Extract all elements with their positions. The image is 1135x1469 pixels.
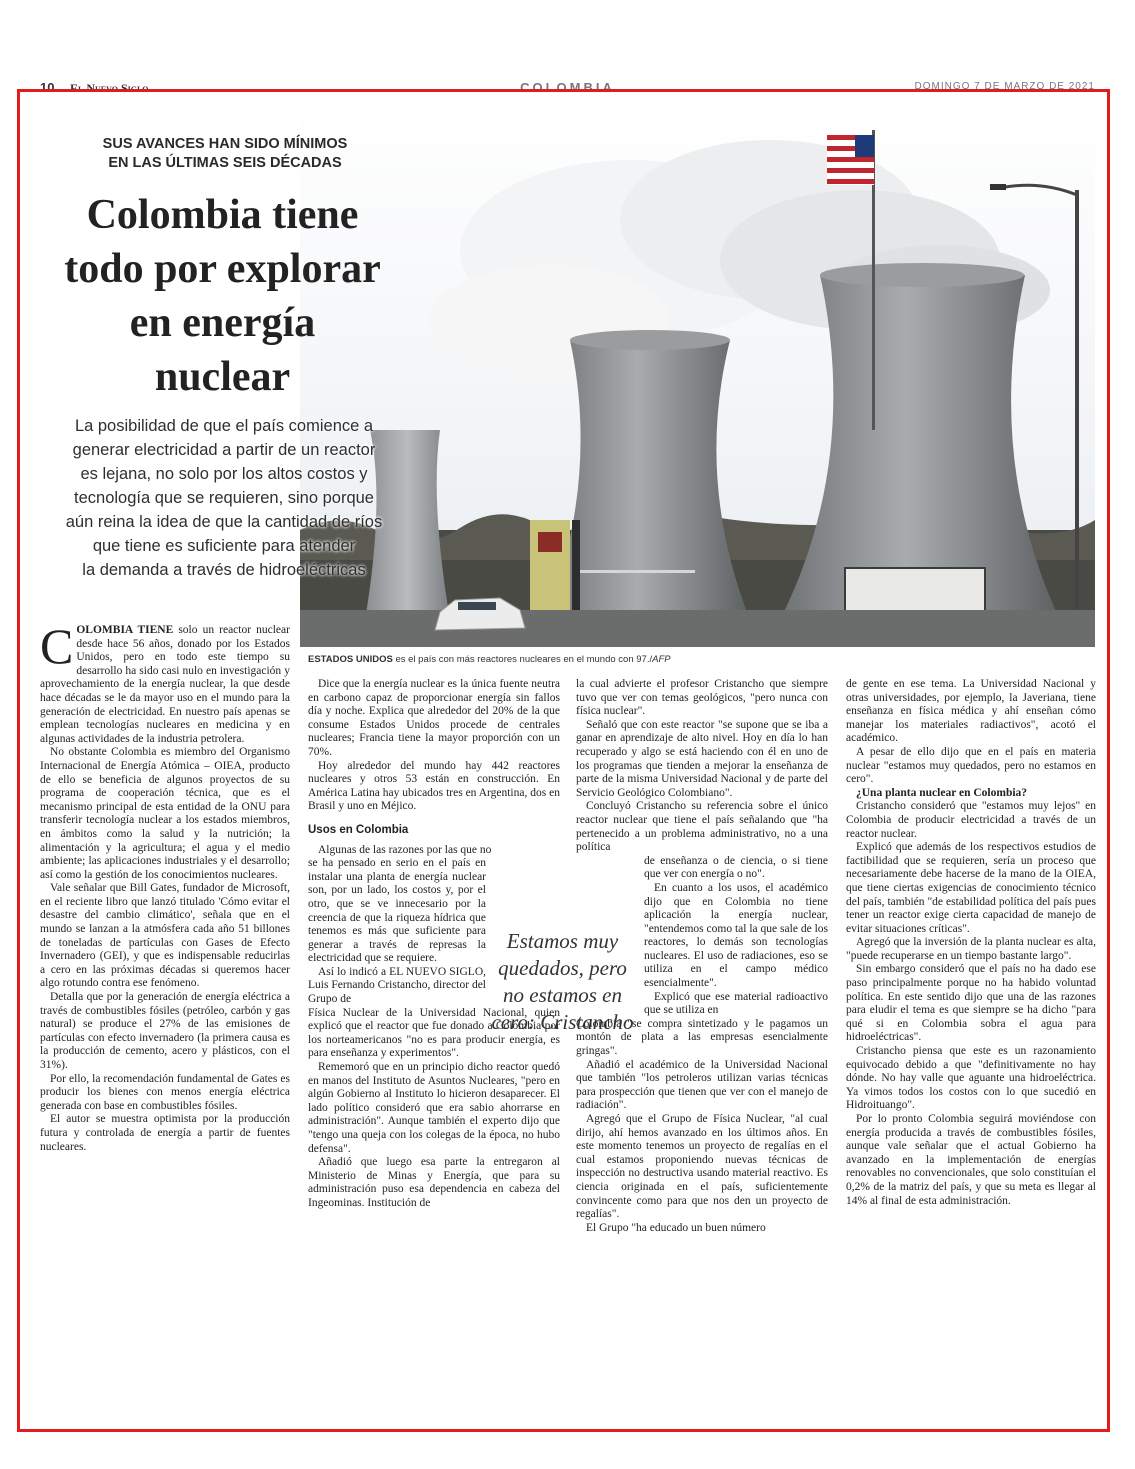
paragraph: Hoy alrededor del mundo hay 442 reactores nucleares y otros 53 están en construcción. En América Latina hay ubicados tres en Argentina, dos en Brasil y uno en Méjico. [308,759,560,813]
paragraph: la cual advierte el profesor Cristancho que siempre tuvo que ver con temas geológicos, "pero nunca con física nuclear". [576,678,828,718]
kicker-line-2: EN LAS ÚLTIMAS SEIS DÉCADAS [108,155,342,171]
lede-line: es lejana, no solo por los altos costos y [80,465,368,483]
highlight-frame [17,89,1110,1432]
lede-line: la demanda a través de hidroeléctricas [82,561,366,579]
paragraph: Añadió que luego esa parte la entregaron al Ministerio de Minas y Energía, que para su administración puso esa dependencia en cabeza del Ingeominas. Institución de [308,1156,560,1209]
paragraph: Rememoró que en un principio dicho reactor quedó en manos del Instituto de Asuntos Nucleares, "pero en algún Gobierno al Instituto lo hicieron desaparecer. El lado político consideró que era sabio ahorrarse en administración". Aunque también el experto dijo que "tengo una queja con los colegas de la época, no hubo defensa". [308,1061,560,1155]
lede-line: que tiene es suficiente para atender [92,537,356,555]
caption-credit: AFP [652,654,671,665]
paragraph: Agregó que el Grupo de Física Nuclear, "al cual dirijo, ahí hemos avanzado en los últimos años. En este momento tenemos un proyecto de regalías en el cual estamos proponiendo nuevas técnicas de inspección no destructiva usando material reactivo. Es ciencia originada en el país, suficientemente convincente como para que nos den un proyecto de regalías". [576,1113,828,1221]
issue-date: DOMINGO 7 DE MARZO DE 2021 [914,81,1095,92]
paragraph: No obstante Colombia es miembro del Organismo Internacional de Energía Atómica – OIEA, producto de ello se beneficia de algunos proyectos de su programa de cooperación técnica, que es el mecanismo principal de esta entidad de la ONU para transferir tecnología nuclear a los estados miembros, en ámbitos como la salud y la nutrición; la alimentación y la agricultura; el agua y el medio ambiente; las aplicaciones industriales y el desarrollo; así como la gestión de los conocimientos nucleares. [40,746,290,881]
newspaper-name: El Nuevo Siglo [70,81,149,95]
drop-cap: C [40,618,74,674]
lede-line: generar electricidad a partir de un reactor [72,441,376,459]
page-number: 10 [40,80,55,95]
paragraph: Explicó que además de los respectivos estudios de factibilidad que se requieren, sería un proceso que necesariamente debe hacerse de la mano de la OIEA, que tiene ciertas exigencias de conocimiento técnico del país, también "de estabilidad política del país pues tener un reactor exige cierta capacidad de manejo de evitar situaciones críticas". [846,841,1096,935]
paragraph: Así lo indicó a EL NUEVO SIGLO, Luis Fernando Cristancho, director del Grupo de [308,965,486,1006]
lede-line: tecnología que se requieren, sino porque [74,489,374,507]
subheading: ¿Una planta nuclear en Colombia? [856,786,1028,799]
paragraph: Vale señalar que Bill Gates, fundador de Microsoft, en el reciente libro que lanzó titulado 'Cómo evitar el desastre del cambio climático', señala que en el mundo se lanzan a la atmósfera cada año 51 billones de toneladas de partículas con Gases de Efecto Invernadero (GEI), y que es indispensable reducirlas a cero en las próximas décadas si queremos hacer algo rotundo contra ese fenómeno. [40,882,290,990]
subheading: Usos en Colombia [308,823,409,836]
headline-line-1: Colombia tiene [86,192,359,238]
kicker-line-1: SUS AVANCES HAN SIDO MÍNIMOS [102,136,348,152]
paragraph: de enseñanza o de ciencia, o si tiene que ver con energía o no". [644,854,828,881]
lede-line: La posibilidad de que el país comience a [74,417,374,435]
paragraph: Cristancho piensa que este es un razonamiento equivocado debido a que "definitivamente no hay dónde. No hay valle que aguante una hidroeléctrica. Ya vimos todos los costos con lo que sucedió en Hidroituango". [846,1045,1096,1112]
pull-quote: Estamos muy quedados, pero no estamos en cero: Cristancho [491,929,634,1034]
paragraph: Algunas de las razones por las que no [318,843,492,856]
paragraph: Añadió el académico de la Universidad Nacional que también "los petroleros utilizan varias técnicas para prospección que tienen que ver con el manejo de radiación". [576,1058,828,1112]
paragraph: Explicó que ese material radioactivo que se utiliza en [644,990,828,1017]
paragraph: Agregó que la inversión de la planta nuclear es alta, "puede recuperarse en un tiempo bastante largo". [846,936,1096,962]
paragraph: Detalla que por la generación de energía eléctrica a través de combustibles fósiles (petróleo, carbón y gas natural) se produce el 27% de las emisiones de partículas con efecto invernadero (la primera causa es la producción de cemento, acero y plásticos, con el 31%). [40,991,290,1071]
paragraph: Dice que la energía nuclear es la única fuente neutra en carbono capaz de proporcionar energía sin fallos día y noche. Explica que alrededor del 20% de la que consume Estados Unidos procede de centrales nucleares; Francia tiene la mayor proporción con un 70%. [308,678,560,758]
lead-caps: OLOMBIA TIENE [76,624,174,636]
paragraph: de gente en ese tema. La Universidad Nacional y otras universidades, por ejemplo, la Javeriana, tiene enseñanza en física médica y ahí enseñan cómo manejar los materiales radiactivos", acotó el académico. [846,678,1096,745]
paragraph: En cuanto a los usos, el académico dijo que en Colombia no tiene aplicación la energía nuclear, "entendemos como tal la que sale de los reactores, lo demás son tecnologías nucleares. El uso de radiaciones, eso se utiliza en el campo médico esencialmente". [644,881,828,990]
headline-line-2: todo por explorar [64,246,381,292]
lede-line: aún reina la idea de que la cantidad de ríos [65,513,383,531]
paragraph: Señaló que con este reactor "se supone que se iba a ganar en aprendizaje de alto nivel. Hoy en día lo han recuperado y algo se está haciendo con él en uno de los programas que tienden a mejorar la enseñanza de parte de la misma Universidad Nacional y de parte del Servicio Geológico Colombiano". [576,718,828,799]
caption-text: es el país con más reactores nucleares en el mundo con 97./ [392,654,653,665]
paragraph: El Grupo "ha educado un buen número [586,1221,766,1234]
paragraph: Por lo pronto Colombia seguirá moviéndose con energía producida a través de combustibles fósiles, aunque vale señalar que el actual Gobierno ha avanzado en la implementación de energías renovables no convencionales, que solo constituían el 0,2% de la matriz del país, y que su meta es llegar al 14% al final de esta administración. [846,1113,1096,1207]
paragraph: El autor se muestra optimista por la producción futura y controlada de energía a partir de fuentes nucleares. [40,1113,290,1153]
paragraph: se ha pensado en serio en el país en instalar una planta de energía nuclear son, por un lado, los costos y, por el otro, que se ve innecesario por la creencia de que la riqueza hídrica que tenemos es más que suficiente para generar a través de represas la electricidad que se requiere. [308,857,486,965]
paragraph: Física Nuclear de la Universidad Nacional, quien explicó que el reactor que fue donado a Colombia por los norteamericanos "no es para producir energía, es para enseñanza y experimentos". [308,1006,560,1060]
section-name: COLOMBIA [520,80,615,95]
headline-line-4: nuclear [154,354,291,400]
paragraph: Concluyó Cristancho su referencia sobre el único reactor nuclear que tiene el país señalando que "ha pertenecido a un problema administrativo, no a una política [576,800,828,854]
paragraph: Colombia "se compra sintetizado y le pagamos un montón de plata a las empresas esencialmente gringas". [576,1017,828,1058]
paragraph: Sin embargo consideró que el país no ha dado ese paso principalmente porque no ha habido voluntad política. En este sentido dijo que una de las razones para eludir el tema es que siempre se ha dicho "para qué si en Colombia sobra el agua para hidroeléctricas". [846,963,1096,1044]
headline-line-3: en energía [129,300,316,346]
paragraph: Cristancho consideró que "estamos muy lejos" en Colombia de producir electricidad a través de un reactor nuclear. [846,800,1096,840]
paragraph-text: solo un reactor nuclear desde hace 56 años, donado por los Estados Unidos, pero en todo este tiempo su desarrollo ha sido casi nulo en investigación y aprovechamiento de la energía nuclear, la que desde hace décadas se le da mayor uso en el mundo para la generación de electricidad. En nuestro país apenas se emplean tecnologías nucleares en medicina y en algunas actividades de la industria petrolera. [40,624,290,745]
paragraph: A pesar de ello dijo que en el país en materia nuclear "estamos muy quedados, pero no estamos en cero". [846,745,1096,786]
paragraph: Por ello, la recomendación fundamental de Gates es producir los bienes con menos energía eléctrica generada con base en combustibles fósiles. [40,1072,290,1112]
caption-bold: ESTADOS UNIDOS [308,654,393,665]
